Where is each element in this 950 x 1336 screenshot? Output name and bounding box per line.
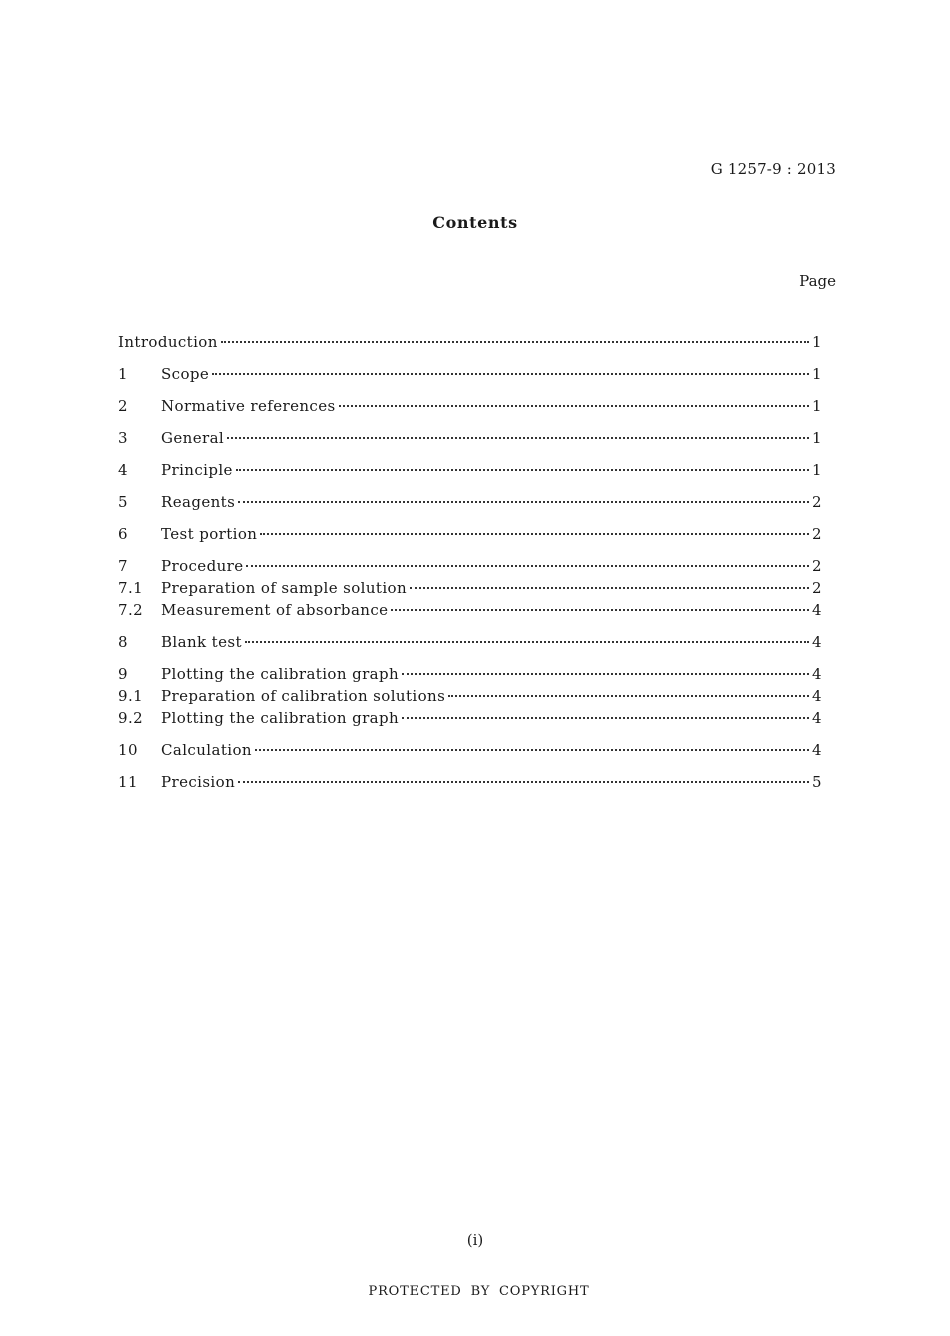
toc-entry-precision[interactable] (118, 771, 822, 793)
toc-entry-label: Precision (161, 773, 236, 791)
toc-entry-plotting-the-calibration-graph[interactable] (118, 663, 822, 685)
toc-entry-label: Preparation of sample solution (161, 579, 408, 597)
toc-entry-page: 4 (812, 687, 822, 705)
toc-entry-label: Plotting the calibration graph (161, 665, 400, 683)
toc-entry-procedure[interactable] (118, 555, 822, 577)
toc-entry-number: 4 (118, 461, 128, 479)
page-column-heading: Page (799, 272, 836, 290)
toc-entry-number: 1 (118, 365, 128, 383)
dot-leader (391, 609, 809, 611)
toc-entry-label: Introduction (118, 333, 218, 351)
toc-entry-page: 1 (812, 365, 822, 383)
copyright-notice: PROTECTED BY COPYRIGHT (368, 1284, 590, 1299)
toc-entry-page: 4 (812, 741, 822, 759)
toc-entry-label: Calculation (161, 741, 252, 759)
dot-leader (238, 501, 809, 503)
toc-entry-label: Plotting the calibration graph (161, 709, 400, 727)
toc-entry-measurement-of-absorbance[interactable] (118, 599, 822, 621)
toc-entry-principle[interactable] (118, 459, 822, 481)
toc-entry-calculation[interactable] (118, 739, 822, 761)
toc-entry-number: 7 (118, 557, 128, 575)
dot-leader (339, 405, 809, 407)
toc-entry-page: 1 (812, 397, 822, 415)
toc-entry-number: 6 (118, 525, 128, 543)
toc-entry-label: Procedure (161, 557, 244, 575)
toc-entry-page: 4 (812, 709, 822, 727)
toc-entry-number: 10 (118, 741, 138, 759)
toc-entry-label: General (161, 429, 225, 447)
toc-entry-number: 7.1 (118, 579, 144, 597)
dot-leader (246, 565, 809, 567)
toc-entry-number: 3 (118, 429, 128, 447)
toc-entry-label: Blank test (161, 633, 242, 651)
toc-entry-page: 2 (812, 579, 822, 597)
dot-leader (448, 695, 809, 697)
toc-entry-reagents[interactable] (118, 491, 822, 513)
toc-entry-page: 2 (812, 557, 822, 575)
toc-entry-preparation-of-calibration-solutions[interactable] (118, 685, 822, 707)
toc-entry-number: 11 (118, 773, 138, 791)
toc-entry-normative-references[interactable] (118, 395, 822, 417)
toc-entry-label: Scope (161, 365, 210, 383)
dot-leader (402, 673, 809, 675)
dot-leader (236, 469, 809, 471)
toc-entry-label: Preparation of calibration solutions (161, 687, 446, 705)
toc-entry-general[interactable] (118, 427, 822, 449)
toc-entry-blank-test[interactable] (118, 631, 822, 653)
dot-leader (221, 341, 809, 343)
dot-leader (245, 641, 809, 643)
toc-entry-number: 5 (118, 493, 128, 511)
document-id: G 1257-9 : 2013 (710, 160, 836, 178)
table-of-contents (118, 331, 822, 793)
toc-entry-page: 2 (812, 525, 822, 543)
page-number: (i) (466, 1231, 484, 1249)
toc-entry-preparation-of-sample-solution[interactable] (118, 577, 822, 599)
dot-leader (227, 437, 809, 439)
toc-entry-introduction[interactable] (118, 331, 822, 353)
toc-entry-page: 1 (812, 429, 822, 447)
dot-leader (402, 717, 809, 719)
toc-entry-label: Test portion (161, 525, 258, 543)
toc-entry-number: 2 (118, 397, 128, 415)
toc-entry-test-portion[interactable] (118, 523, 822, 545)
toc-entry-page: 1 (812, 333, 822, 351)
dot-leader (255, 749, 809, 751)
dot-leader (410, 587, 809, 589)
dot-leader (260, 533, 809, 535)
toc-entry-label: Principle (161, 461, 233, 479)
toc-entry-label: Measurement of absorbance (161, 601, 389, 619)
toc-entry-page: 1 (812, 461, 822, 479)
dot-leader (212, 373, 809, 375)
toc-entry-number: 8 (118, 633, 128, 651)
toc-entry-label: Normative references (161, 397, 336, 415)
toc-entry-number: 7.2 (118, 601, 144, 619)
toc-entry-number: 9.2 (118, 709, 144, 727)
toc-entry-page: 4 (812, 633, 822, 651)
toc-entry-page: 4 (812, 665, 822, 683)
toc-entry-page: 5 (812, 773, 822, 791)
toc-entry-scope[interactable] (118, 363, 822, 385)
toc-entry-page: 4 (812, 601, 822, 619)
toc-entry-number: 9 (118, 665, 128, 683)
toc-entry-plotting-the-calibration-graph-sub[interactable] (118, 707, 822, 729)
toc-entry-number: 9.1 (118, 687, 144, 705)
page-title: Contents (432, 213, 518, 232)
dot-leader (238, 781, 809, 783)
toc-entry-page: 2 (812, 493, 822, 511)
toc-entry-label: Reagents (161, 493, 236, 511)
